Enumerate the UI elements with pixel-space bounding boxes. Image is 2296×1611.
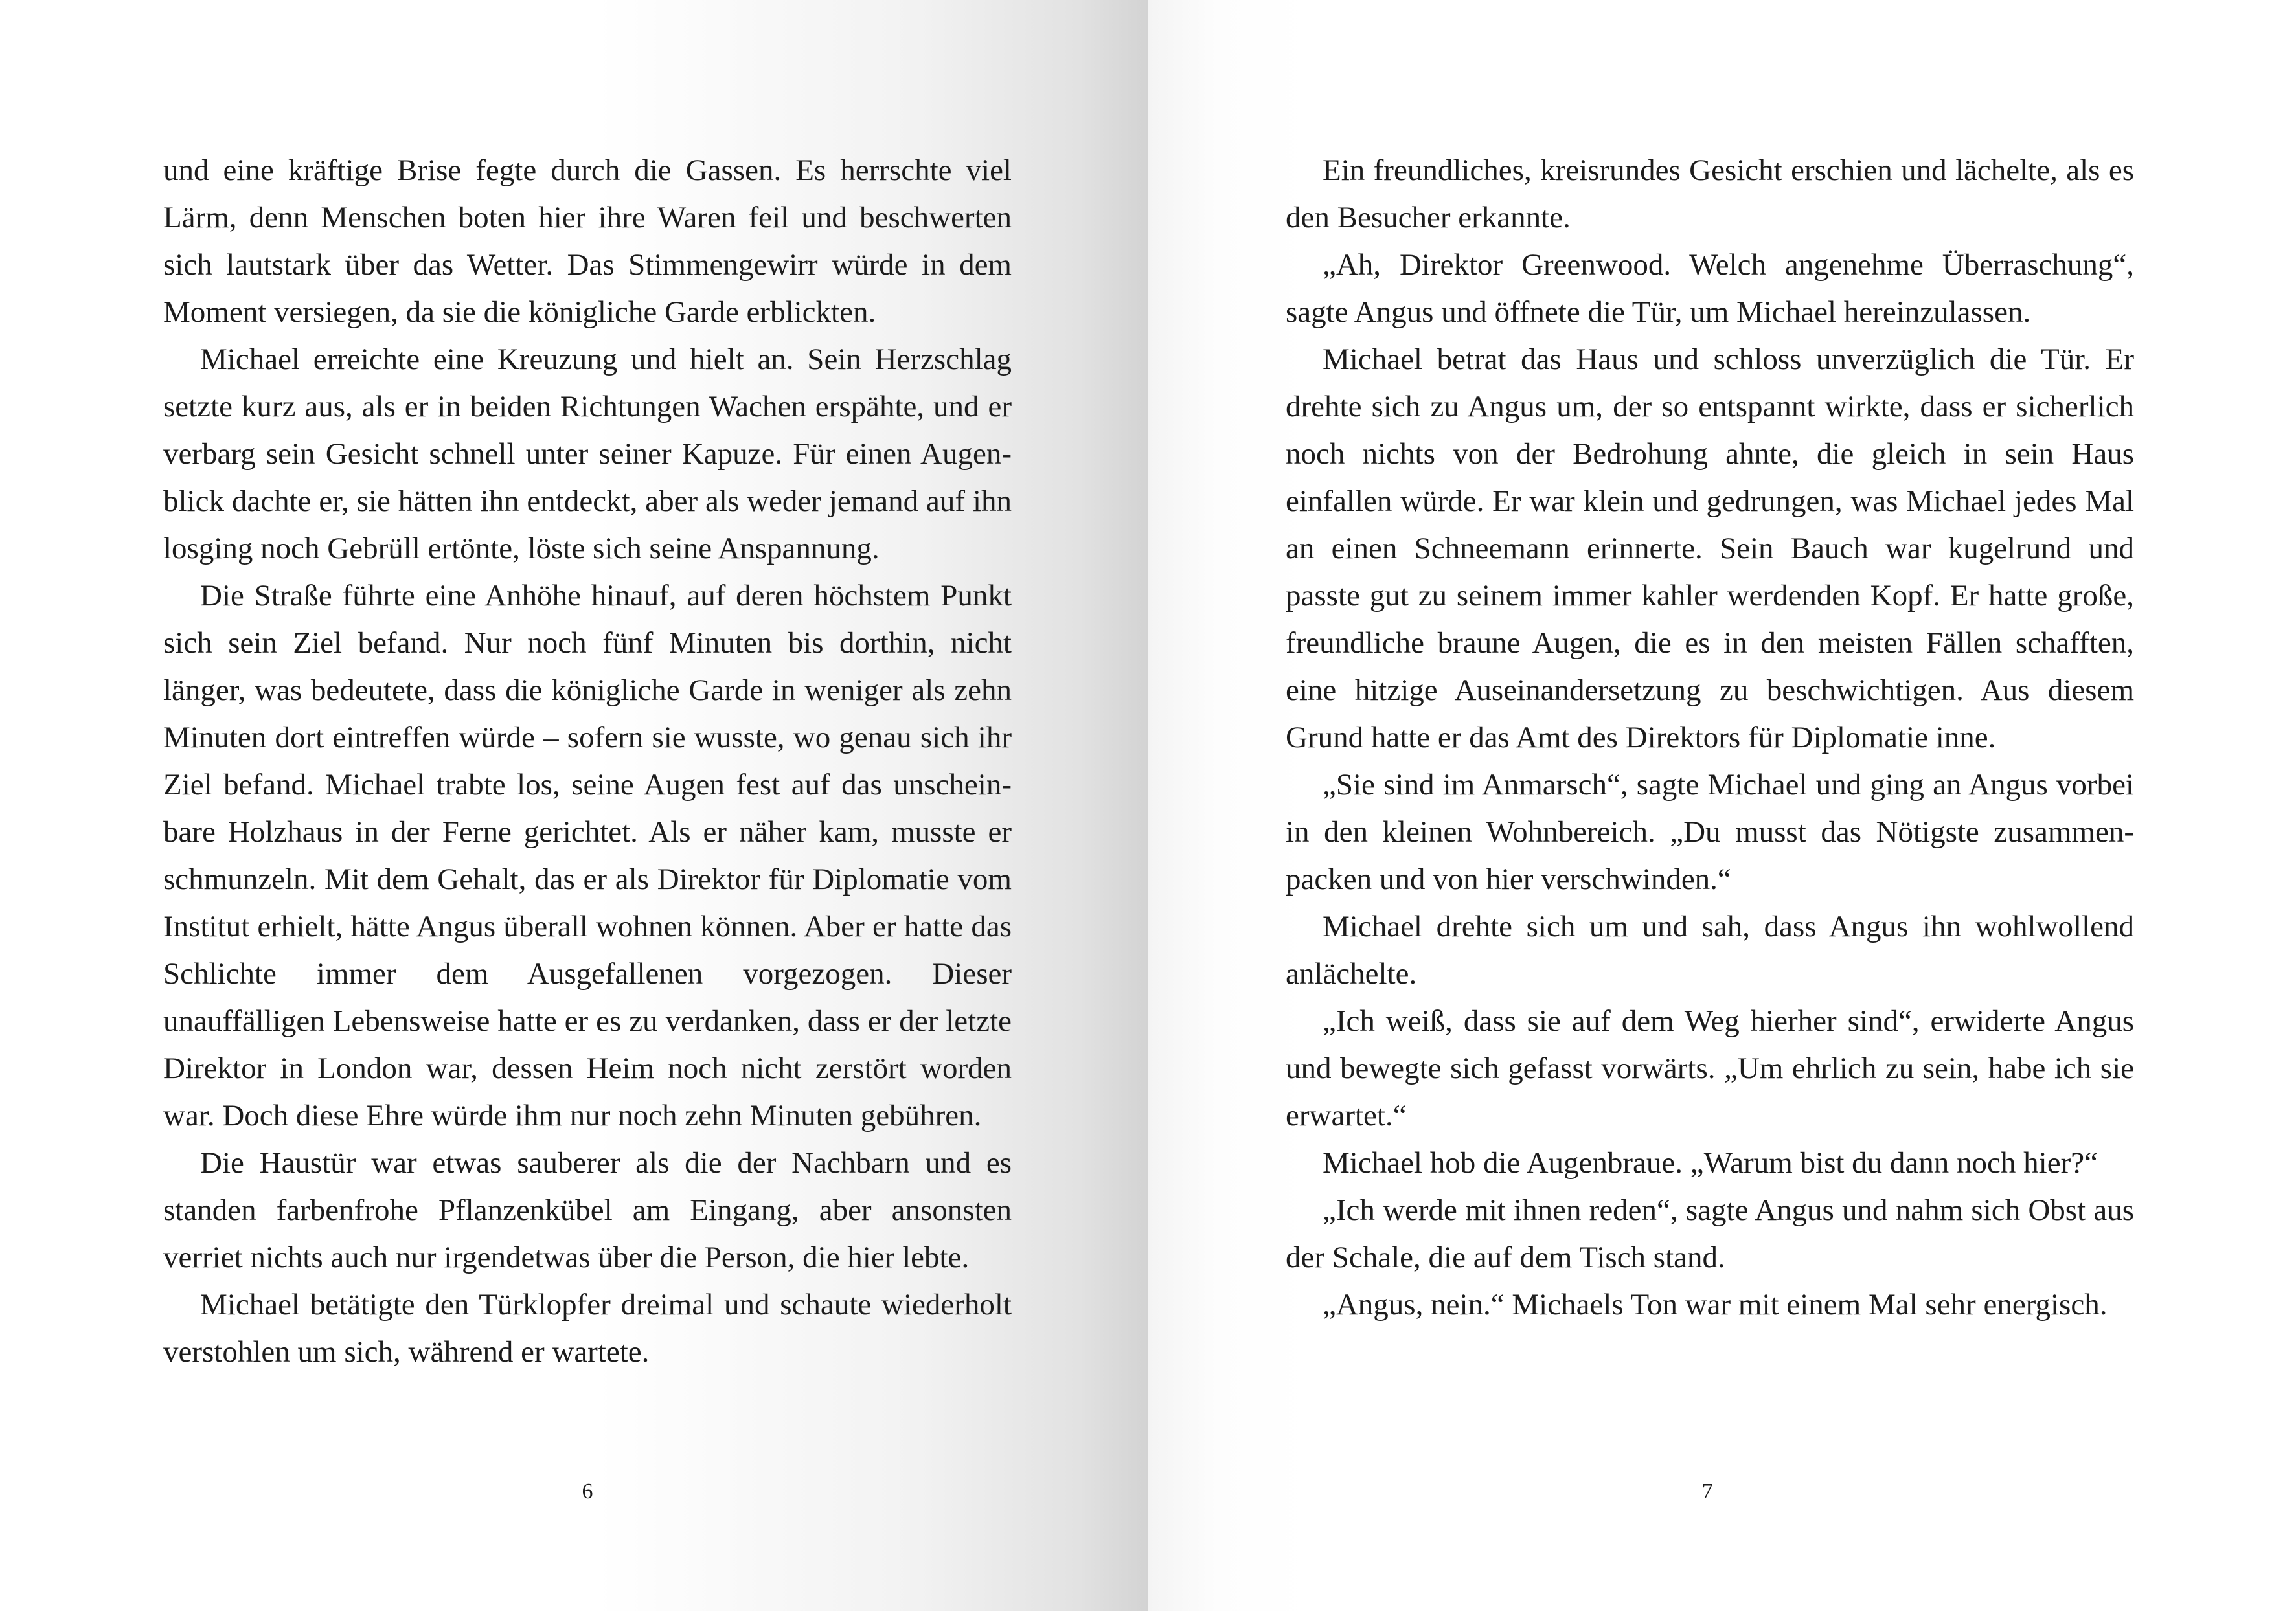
paragraph: Die Straße führte eine Anhöhe hinauf, auf deren höchstem Punkt sich sein Ziel befand. Nur noch fünf Minuten bis dorthin, nicht länger, was bedeutete, dass die königliche Garde in weniger als zehn Minuten dort eintreffen würde – sofern sie wusste, wo genau sich ihr Ziel befand. Michael trabte los, seine Augen fest auf das unscheinbare Holzhaus in der Ferne gerichtet. Als er näher kam, musste er schmunzeln. Mit dem Gehalt, das er als Direktor für Diplomatie vom Institut erhielt, hätte Angus überall wohnen können. Aber er hatte das Schlichte immer dem Ausgefallenen vorgezogen. Dieser unauffälligen Lebensweise hatte er es zu verdanken, dass er der letzte Direktor in London war, dessen Heim noch nicht zerstört worden war. Doch diese Ehre würde ihm nur noch zehn Minuten gebühren. [163,579,1012,1132]
left-page-text [163,147,1012,1376]
paragraph: Ein freundliches, kreisrundes Gesicht erschien und lächelte, als es den Besucher erkannte. [1286,153,2134,234]
paragraph: Michael hob die Augenbraue. „Warum bist du dann noch hier?“ [1323,1146,2098,1180]
paragraph: „Ich werde mit ihnen reden“, sagte Angus und nahm sich Obst aus der Schale, die auf dem Tisch stand. [1286,1193,2134,1274]
page-number-right: 7 [1701,1480,1713,1504]
paragraph: Michael betätigte den Türklopfer dreimal und schaute wiederholt verstohlen um sich, während er wartete. [163,1288,1012,1369]
paragraph: Michael drehte sich um und sah, dass Angus ihn wohlwollend anlächelte. [1286,910,2134,991]
right-page [1148,0,2296,1611]
paragraph: „Angus, nein.“ Michaels Ton war mit einem Mal sehr energisch. [1323,1288,2108,1322]
paragraph: Michael erreichte eine Kreuzung und hielt an. Sein Herzschlag setzte kurz aus, als er in beiden Richtungen Wachen erspähte, und er verbarg sein Gesicht schnell unter seiner Kapuze. Für einen Augenblick dachte er, sie hätten ihn entdeckt, aber als weder jemand auf ihn losging noch Gebrüll ertönte, löste sich seine Anspannung. [163,343,1012,565]
page-number-left: 6 [582,1480,593,1504]
paragraph: „Ich weiß, dass sie auf dem Weg hierher sind“, erwiderte Angus und bewegte sich gefasst vorwärts. „Um ehrlich zu sein, habe ich sie erwartet.“ [1286,1004,2134,1132]
paragraph: „Ah, Direktor Greenwood. Welch angenehme Überraschung“, sagte Angus und öffnete die Tür, um Michael hereinzulassen. [1286,248,2134,329]
right-page-text [1286,147,2134,1329]
paragraph: Die Haustür war etwas sauberer als die der Nachbarn und es standen farbenfrohe Pflanzenkübel am Eingang, aber ansonsten verriet nichts auch nur irgendetwas über die Person, die hier lebte. [163,1146,1012,1274]
paragraph: „Sie sind im Anmarsch“, sagte Michael und ging an Angus vorbei in den kleinen Wohnbereich. „Du musst das Nötigste zusammenpacken und von hier verschwinden.“ [1286,768,2134,896]
paragraph: Michael betrat das Haus und schloss unverzüglich die Tür. Er drehte sich zu Angus um, der so entspannt wirkte, dass er sicherlich noch nichts von der Bedrohung ahnte, die gleich in sein Haus einfallen würde. Er war klein und gedrungen, was Michael jedes Mal an einen Schneemann erinnerte. Sein Bauch war kugelrund und passte gut zu seinem immer kahler werdenden Kopf. Er hatte große, freundliche braune Augen, die es in den meisten Fällen schafften, eine hitzige Auseinandersetzung zu beschwichtigen. Aus diesem Grund hatte er das Amt des Direktors für Diplomatie inne. [1286,343,2134,754]
paragraph: und eine kräftige Brise fegte durch die Gassen. Es herrschte viel Lärm, denn Menschen boten hier ihre Waren feil und beschwerten sich lautstark über das Wetter. Das Stimmengewirr würde in dem Moment versiegen, da sie die königliche Garde erblickten. [163,153,1012,329]
